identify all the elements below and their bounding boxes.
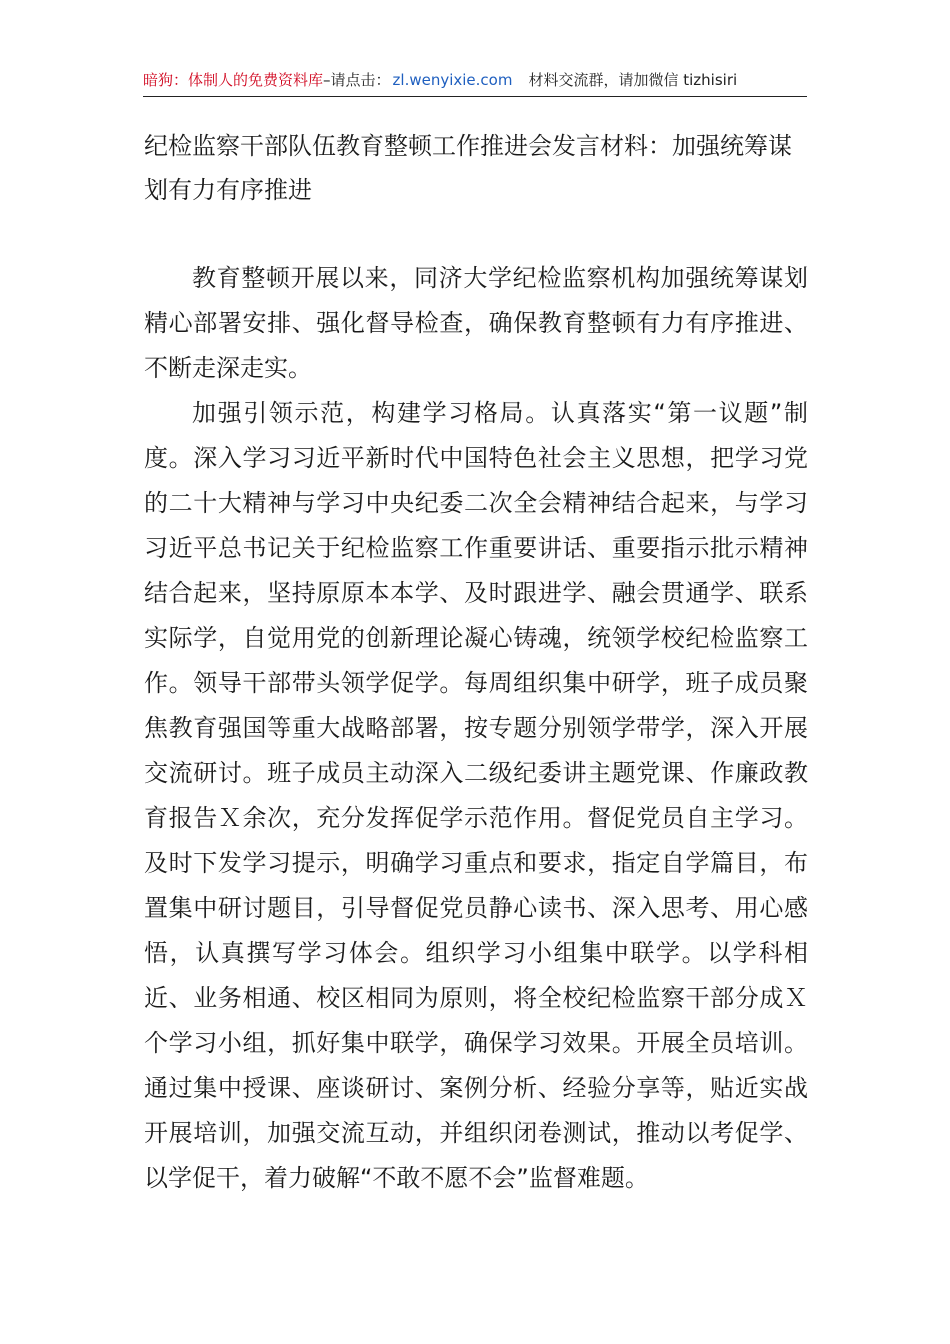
header-brand: 暗狗：体制人的免费资料库 bbox=[143, 71, 324, 89]
paragraph-intro: 教育整顿开展以来，同济大学纪检监察机构加强统筹谋划精心部署安排、强化督导检查，确保教育整顿有力有序推进、不断走深走实。 bbox=[144, 264, 808, 382]
page-header bbox=[143, 70, 807, 97]
header-wechat-note: 材料交流群，请加微信 tizhisiri bbox=[528, 71, 738, 89]
header-prompt: –请点击： bbox=[323, 71, 391, 89]
paragraph-study-pattern: 加强引领示范，构建学习格局。认真落实“第一议题”制度。深入学习习近平新时代中国特色社会主义思想，把学习党的二十大精神与学习中央纪委二次全会精神结合起来，与学习习近平总书记关于纪检监察工作重要讲话、重要指示批示精神结合起来，坚持原原本本学、及时跟进学、融会贯通学、联系实际学，自觉用党的创新理论凝心铸魂，统领学校纪检监察工作。领导干部带头领学促学。每周组织集中研学，班子成员聚焦教育强国等重大战略部署，按专题分别领学带学，深入开展交流研讨。班子成员主动深入二级纪委讲主题党课、作廉政教育报告Ｘ余次，充分发挥促学示范作用。督促党员自主学习。及时下发学习提示，明确学习重点和要求，指定自学篇目，布置集中研讨题目，引导督促党员静心读书、深入思考、用心感悟，认真撰写学习体会。组织学习小组集中联学。以学科相近、业务相通、校区相同为原则，将全校纪检监察干部分成Ｘ个学习小组，抓好集中联学，确保学习效果。开展全员培训。通过集中授课、座谈研讨、案例分析、经验分享等，贴近实战开展培训，加强交流互动，并组织闭卷测试，推动以考促学、以学促干，着力破解“不敢不愿不会”监督难题。 bbox=[144, 399, 808, 1192]
header-link[interactable]: zl.wenyixie.com bbox=[392, 71, 513, 89]
document-title: 纪检监察干部队伍教育整顿工作推进会发言材料：加强统筹谋划有力有序推进 bbox=[144, 132, 792, 204]
document-body bbox=[144, 256, 808, 1201]
